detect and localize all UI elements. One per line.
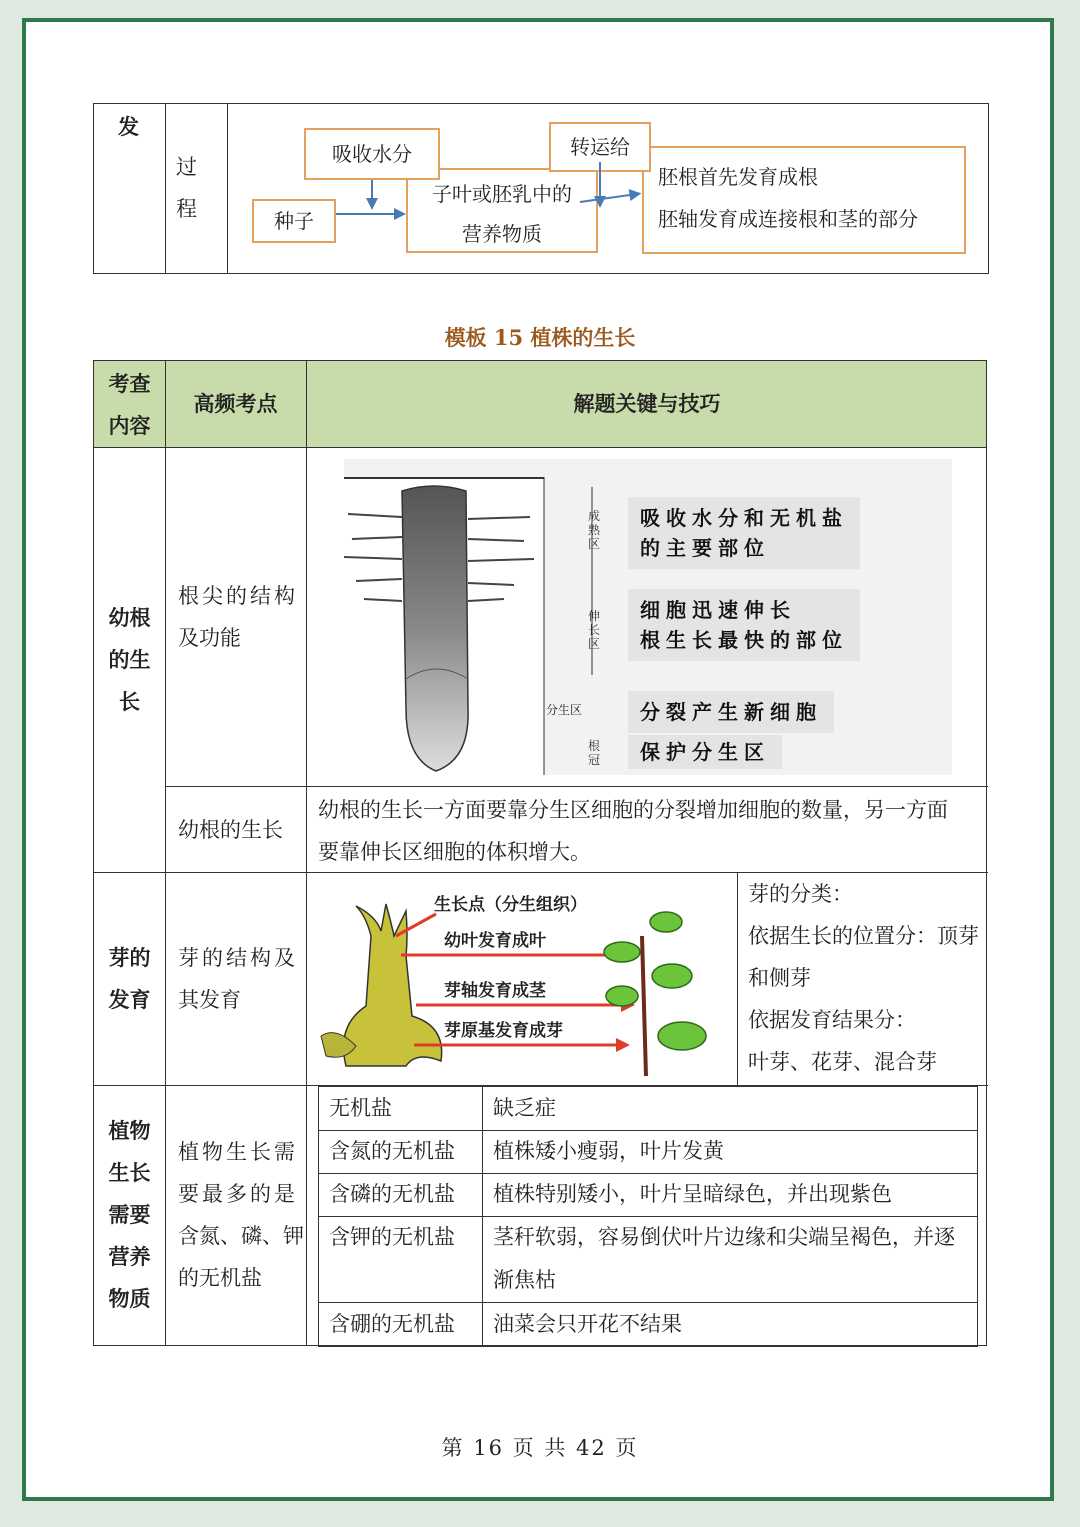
bud-young-leaf-label: 幼叶发育成叶	[444, 931, 546, 951]
section-root-title: 长	[119, 689, 140, 714]
deficiency-symptom: 茎秆软弱，容易倒伏叶片边缘和尖端呈褐色，并逐	[493, 1225, 955, 1249]
deficiency-salt: 含钾的无机盐	[329, 1225, 455, 1249]
flow-result-line: 胚轴发育成连接根和茎的部分	[658, 207, 918, 231]
nutrition-label: 含氮、磷、钾	[178, 1224, 304, 1248]
flow-result-line: 胚根首先发育成根	[658, 165, 818, 189]
deficiency-header-salt: 无机盐	[329, 1096, 392, 1120]
section-nutrition-title: 植物	[108, 1118, 151, 1143]
deficiency-symptom: 渐焦枯	[493, 1268, 556, 1292]
flow-nutrient-box	[406, 168, 598, 253]
bud-figure	[316, 876, 734, 1081]
section-nutrition-title: 物质	[108, 1286, 151, 1311]
section-root-title: 幼根	[108, 605, 151, 630]
flow-result-box	[642, 146, 966, 254]
divider	[165, 104, 166, 273]
deficiency-table	[318, 1086, 978, 1347]
zone-cap-label: 根冠	[587, 739, 600, 767]
bud-growth-point-label: 生长点（分生组织）	[434, 895, 587, 915]
root-cap-function: 保护分生区	[628, 735, 782, 769]
deficiency-symptom: 植株特别矮小，叶片呈暗绿色，并出现紫色	[493, 1182, 892, 1206]
page-footer: 第 16 页 共 42 页	[441, 1436, 639, 1460]
nutrition-label: 的无机盐	[178, 1266, 262, 1290]
root-tip-figure	[344, 459, 952, 775]
header-col1: 考查	[108, 371, 151, 396]
zone-meristem-label: 分生区	[546, 703, 583, 717]
root-growth-text: 要靠伸长区细胞的体积增大。	[318, 840, 591, 864]
root-function-line: 的主要部位	[640, 536, 770, 560]
divider	[165, 786, 988, 787]
flow-left-char: 发	[118, 114, 139, 139]
root-structure-label: 根尖的结构	[178, 584, 298, 608]
header-col2: 高频考点	[193, 391, 278, 416]
divider	[306, 361, 307, 1345]
flow-absorb-box: 吸收水分	[304, 128, 440, 180]
root-elongation-function	[628, 589, 860, 661]
bud-primordium-label: 芽原基发育成芽	[444, 1021, 563, 1041]
zone-mature-label: 成熟区	[587, 509, 600, 551]
root-mature-function	[628, 497, 860, 569]
root-growth-text: 幼根的生长一方面要靠分生区细胞的分裂增加细胞的数量，另一方面	[318, 798, 948, 822]
section-root-title: 的生	[108, 647, 151, 672]
flow-transfer-box: 转运给	[549, 122, 651, 172]
bud-classification-line: 和侧芽	[748, 966, 811, 990]
root-structure-label: 及功能	[178, 626, 241, 650]
root-function-line: 吸收水分和无机盐	[640, 506, 848, 530]
deficiency-salt: 含氮的无机盐	[329, 1139, 455, 1163]
section-bud-title: 发育	[108, 987, 151, 1012]
bud-structure-label: 其发育	[178, 988, 241, 1012]
flow-arrow-down	[371, 180, 373, 208]
deficiency-header-symptom: 缺乏症	[493, 1096, 556, 1120]
flow-nutrient-line: 子叶或胚乳中的	[432, 182, 572, 206]
nutrition-label: 植物生长需	[178, 1140, 298, 1164]
nutrition-label: 要最多的是	[178, 1182, 298, 1206]
bud-classification-line: 芽的分类：	[748, 882, 853, 906]
bud-classification-line: 依据发育结果分：	[748, 1008, 916, 1032]
seed-germination-flow-table	[93, 103, 989, 274]
deficiency-symptom: 油菜会只开花不结果	[493, 1312, 682, 1336]
flow-seed-box: 种子	[252, 199, 336, 243]
bud-structure-label: 芽的结构及	[178, 946, 298, 970]
flow-arrow-right	[336, 213, 404, 215]
bud-classification-line: 依据生长的位置分：顶芽	[748, 924, 979, 948]
bud-classification-line: 叶芽、花芽、混合芽	[748, 1050, 937, 1074]
section-bud-title: 芽的	[108, 945, 151, 970]
template-title: 模板 15 植株的生长	[444, 325, 636, 350]
plant-growth-table	[93, 360, 987, 1346]
root-function-line: 根生长最快的部位	[640, 628, 848, 652]
section-nutrition-title: 生长	[108, 1160, 151, 1185]
zone-elongation-label: 伸长区	[587, 609, 600, 651]
root-growth-label: 幼根的生长	[178, 818, 283, 842]
deficiency-salt: 含磷的无机盐	[329, 1182, 455, 1206]
flow-arrow-down	[599, 162, 601, 206]
divider	[227, 104, 228, 273]
divider	[165, 361, 166, 1345]
flow-nutrient-line: 营养物质	[462, 222, 542, 246]
header-col1: 内容	[108, 413, 151, 438]
section-nutrition-title: 营养	[108, 1244, 151, 1269]
deficiency-symptom: 植株矮小瘦弱，叶片发黄	[493, 1139, 724, 1163]
section-nutrition-title: 需要	[108, 1202, 151, 1227]
deficiency-salt: 含硼的无机盐	[329, 1312, 455, 1336]
root-function-line: 细胞迅速伸长	[640, 598, 796, 622]
header-col3: 解题关键与技巧	[573, 391, 721, 416]
divider	[737, 872, 738, 1085]
flow-process-char: 程	[176, 197, 197, 221]
bud-axis-label: 芽轴发育成茎	[444, 981, 546, 1001]
flow-process-char: 过	[176, 155, 197, 179]
root-meristem-function: 分裂产生新细胞	[628, 691, 834, 733]
